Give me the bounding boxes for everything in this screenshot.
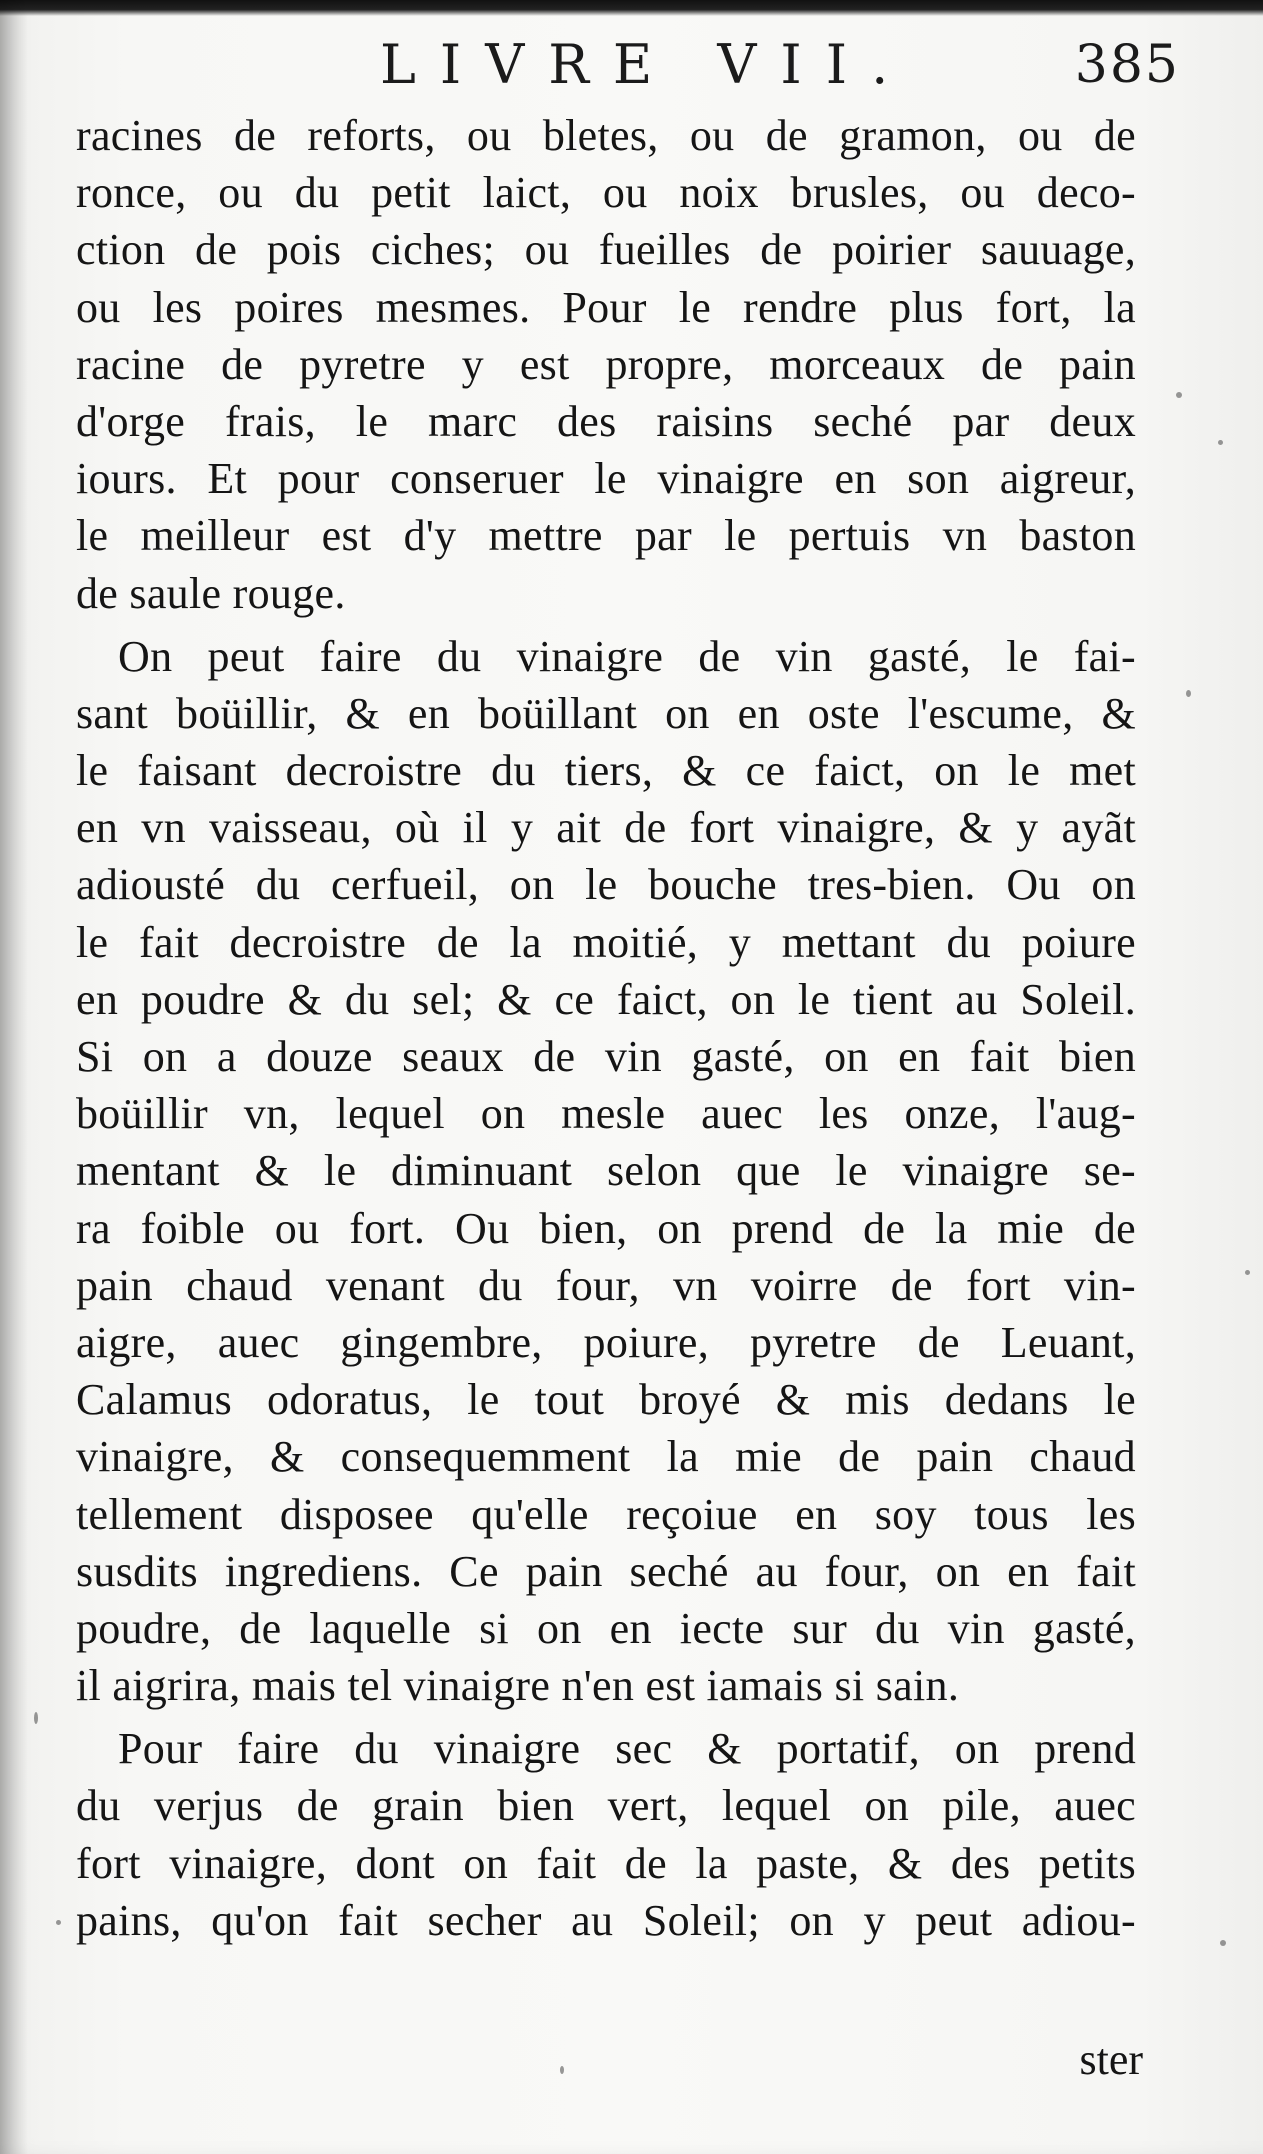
text-line: en vn vaisseau, où il y ait de fort vinaigre, & y ayãt [76,803,1136,853]
paragraph [76,108,1136,623]
text-line: vinaigre, & consequemment la mie de pain chaud [76,1432,1136,1482]
text-line: susdits ingrediens. Ce pain seché au four, on en fait [76,1546,1136,1596]
text-line: Calamus odoratus, le tout broyé & mis dedans le [76,1375,1136,1425]
text-line: boüillir vn, lequel on mesle auec les onze, l'aug- [76,1089,1136,1139]
text-line: le meilleur est d'y mettre par le pertuis vn baston [76,511,1136,561]
text-line: Si on a douze seaux de vin gasté, on en fait bien [76,1032,1136,1081]
text-line: ra foible ou fort. Ou bien, on prend de la mie de [76,1203,1136,1253]
print-speck [56,1920,61,1925]
text-line: ronce, ou du petit laict, ou noix brusles, ou deco- [76,168,1136,218]
text-line: le faisant decroistre du tiers, & ce faict, on le met [76,746,1136,796]
text-line: iours. Et pour conseruer le vinaigre en son aigreur, [76,454,1136,504]
text-line: du verjus de grain bien vert, lequel on pile, auec [76,1781,1136,1831]
print-speck [34,1712,38,1724]
text-line: il aigrira, mais tel vinaigre n'en est iamais si sain. [76,1661,960,1711]
text-line: poudre, de laquelle si on en iecte sur du vin gasté, [76,1603,1136,1653]
text-line: On peut faire du vinaigre de vin gasté, le fai- [118,631,1136,681]
running-head: LIVRE VII. [380,33,913,96]
paragraph [76,1721,1136,1950]
paragraph [76,629,1136,1716]
text-line: sant boüillir, & en boüillant on en oste l'escume, & [76,688,1136,738]
text-line: ction de pois ciches; ou fueilles de poirier sauuage, [76,225,1136,275]
text-line: adiousté du cerfueil, on le bouche tres-bien. Ou on [76,860,1136,910]
print-speck [560,2066,564,2074]
body-text [76,108,1136,1950]
text-line: tellement disposee qu'elle reçoiue en soy tous les [76,1489,1136,1539]
page-header [80,30,1180,100]
text-line: racines de reforts, ou bletes, ou de gramon, ou de [76,111,1136,160]
page-number: 385 [1074,35,1180,95]
text-line: fort vinaigre, dont on fait de la paste, & des petits [76,1838,1136,1888]
text-line: aigre, auec gingembre, poiure, pyretre de Leuant, [76,1317,1136,1367]
text-line: mentant & le diminuant selon que le vinaigre se- [76,1146,1136,1196]
print-speck [1245,1270,1250,1275]
page-top-edge [0,0,1263,16]
text-line: Pour faire du vinaigre sec & portatif, on prend [118,1724,1136,1774]
text-line: d'orge frais, le marc des raisins seché par deux [76,396,1136,446]
print-speck [1218,440,1223,445]
print-speck [1220,1940,1226,1946]
text-line: pain chaud venant du four, vn voirre de fort vin- [76,1260,1136,1310]
catchword: ster [1079,2035,1143,2084]
text-line: le fait decroistre de la moitié, y mettant du poiure [76,917,1136,967]
text-line: racine de pyretre y est propre, morceaux de pain [76,339,1136,389]
text-line: de saule rouge. [76,568,346,618]
text-line: pains, qu'on fait secher au Soleil; on y peut adiou- [76,1895,1136,1945]
print-speck [1176,392,1182,398]
text-line: ou les poires mesmes. Pour le rendre plus fort, la [76,282,1136,332]
text-line: en poudre & du sel; & ce faict, on le tient au Soleil. [76,974,1136,1024]
print-speck [1186,690,1191,697]
gutter-shadow [0,0,28,2154]
